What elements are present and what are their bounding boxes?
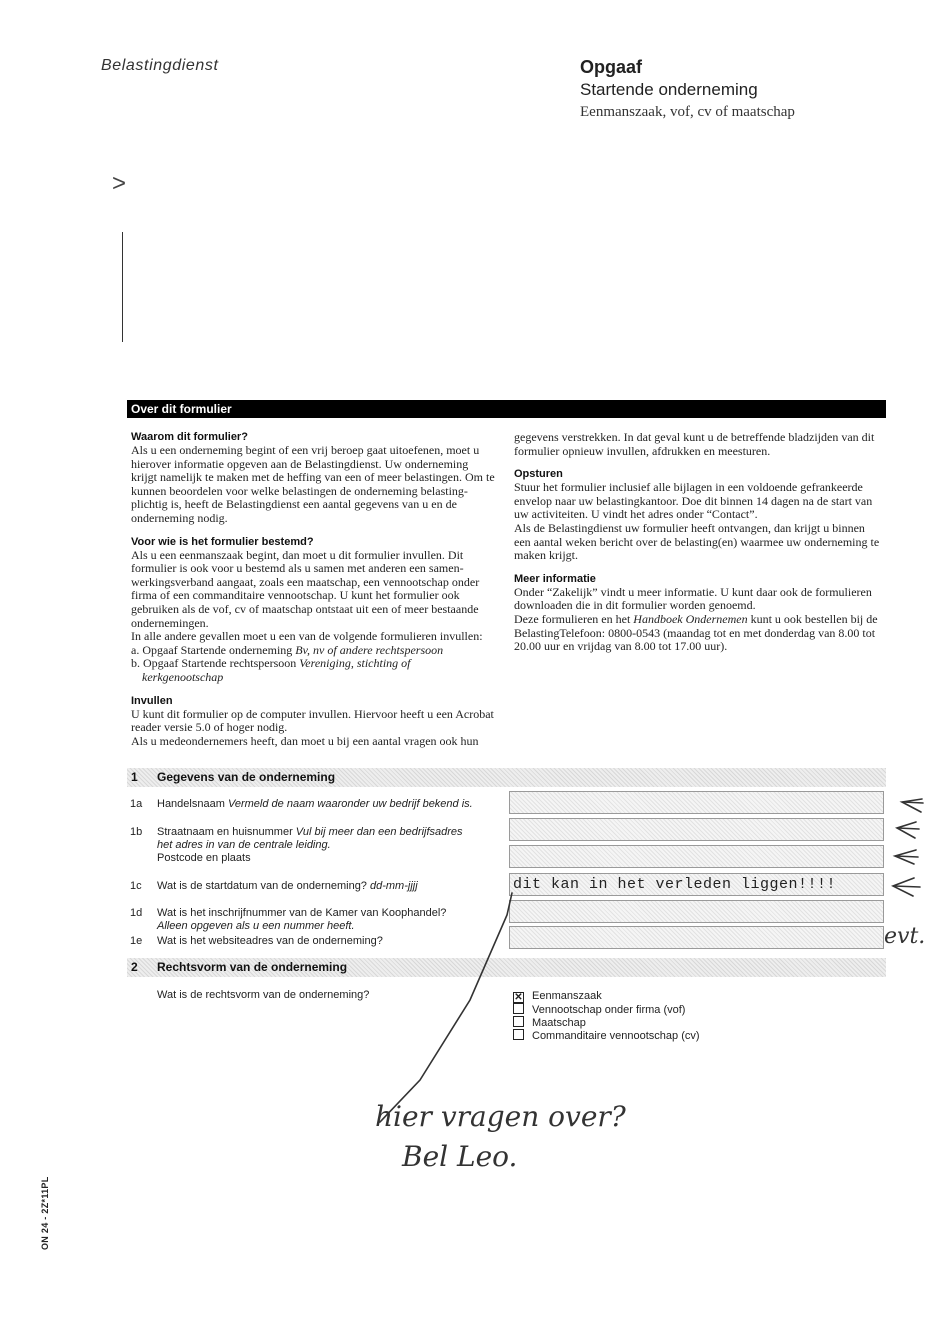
paragraph-andere-gevallen: In alle andere gevallen moet u een van de volgende formulieren invullen: [131,629,483,644]
question-number-1b: 1b [130,826,143,838]
form-code: ON 24 - 2Z*11PL [40,1176,50,1250]
question-number-1c: 1c [130,880,142,892]
arrow-left-icon [895,850,918,864]
paragraph-invullen: U kunt dit formulier op de computer invullen. Hiervoor heeft u een Acrobat reader versie 5.0 of hoger nodig. [131,706,494,735]
question-number-1d: 1d [130,907,143,919]
paragraph-zakelijk: Onder “Zakelijk” vindt u meer informatie. U kunt daar ook de formulieren downloaden die in dit formulier worden genoemd. [514,584,872,613]
question-1a-label: Handelsnaam Vermeld de naam waaronder uw bedrijf bekend is. [157,798,473,810]
handwritten-diagonal-line [380,893,512,1122]
question-number-1a: 1a [130,798,143,810]
paragraph-continued: gegevens verstrekken. In dat geval kunt u de betreffende bladzijden van dit formulier opnieuw invullen, afdrukken en meesturen. [514,430,875,458]
startdatum-value: dit kan in het verleden liggen!!!! [513,876,837,893]
handwritten-note-bel: Bel Leo. [402,1140,518,1173]
arrow-left-icon [893,878,920,896]
heading-meer-informatie: Meer informatie [514,572,596,585]
document-subtitle-forms: Eenmanszaak, vof, cv of maatschap [580,104,795,120]
handwritten-evt: evt. [884,924,926,949]
heading-voor-wie: Voor wie is het formulier bestemd? [131,535,314,548]
option-eenmanszaak[interactable]: ✕ Eenmanszaak [514,990,602,1003]
organization-name: Belastingdienst [101,57,219,74]
question-1b-label: Straatnaam en huisnummer Vul bij meer dan een bedrijfsadres het adres in van de centrale leiding. Postcode en plaats [157,826,463,864]
question-1e-label: Wat is het websiteadres van de onderneming? [157,935,383,947]
question-1c-label: Wat is de startdatum van de onderneming? dd-mm-jjjj [157,880,418,892]
list-item-b: b. Opgaaf Startende rechtspersoon Vereniging, stichting of [131,656,411,671]
paragraph-handboek: Deze formulieren en het Handboek Ondernemen kunt u ook bestellen bij de BelastingTelefoon: 0800-0543 (maandag tot en met donderdag van 8.00 tot 20.00 uur en vrijdag van 8.00 tot 17.00 uur). [514,611,878,654]
option-maatschap[interactable]: Maatschap [513,1016,586,1030]
section-header-1: 1 Gegevens van de onderneming [127,768,886,787]
heading-invullen: Invullen [131,694,173,707]
section-header-2: 2 Rechtsvorm van de onderneming [127,958,886,977]
paragraph-opsturen: Stuur het formulier inclusief alle bijlagen in een voldoende gefrankeerde envelop naar uw belastingkantoor. Doe dit binnen 14 dagen na de start van uw activiteiten. U vindt het adres onder “Contact”. [514,480,873,522]
arrow-left-icon [902,799,923,812]
question-1d-label: Wat is het inschrijfnummer van de Kamer van Koophandel? Alleen opgeven als u een nummer heeft. [157,907,447,932]
paragraph-voor-wie: Als u een eenmanszaak begint, dan moet u dit formulier invullen. Dit formulier is ook voor u bestemd als u samen met anderen een samen-werkingsverband aangaat, zoals een maatschap, een vennootschap onder firma of een commanditaire vennootschap. U kunt het formulier ook gebruiken als de vof, cv of maatschap ontstaat uit een of meer bestaande ondernemingen. [131,547,480,630]
paragraph-ontvangen: Als de Belastingdienst uw formulier heeft ontvangen, dan krijgt u binnen een aantal weken bericht over de belasting(en) waarmee uw onderneming te maken krijgt. [514,520,880,563]
paragraph-waarom: Als u een onderneming begint of een vrij beroep gaat uitoefenen, moet u hierover informatie opgeven aan de Belastingdienst. Uw onderneming krijgt namelijk te maken met de heffing van een of meer belastingen. Om te kunnen beoordelen voor welke belastingen de onderneming belasting-plichtig is, heeft de Belastingdienst een aantal gegevens van u en de onderneming nodig. [131,443,495,525]
question-2-label: Wat is de rechtsvorm van de onderneming? [157,989,370,1001]
chevron-right-icon: > [112,170,127,197]
section-bar-about: Over dit formulier [127,400,886,418]
heading-opsturen: Opsturen [514,468,563,481]
handwritten-note-question: hier vragen over? [375,1100,626,1133]
checkbox-checked-icon[interactable]: ✕ [514,992,523,1003]
document-title: Opgaaf [580,57,643,77]
arrow-left-icon [897,822,919,838]
option-cv[interactable]: Commanditaire vennootschap (cv) [513,1029,700,1043]
list-item-b-cont: kerkgenootschap [142,669,224,684]
option-vof[interactable]: Vennootschap onder firma (vof) [513,1003,685,1017]
list-item-a: a. Opgaaf Startende onderneming Bv, nv of andere rechtspersoon [131,642,444,657]
document-subtitle: Startende onderneming [580,80,758,99]
paragraph-medeondernemers: Als u medeondernemers heeft, dan moet u bij een aantal vragen ook hun [131,733,479,748]
heading-waarom: Waarom dit formulier? [131,431,248,443]
question-number-1e: 1e [130,935,143,947]
